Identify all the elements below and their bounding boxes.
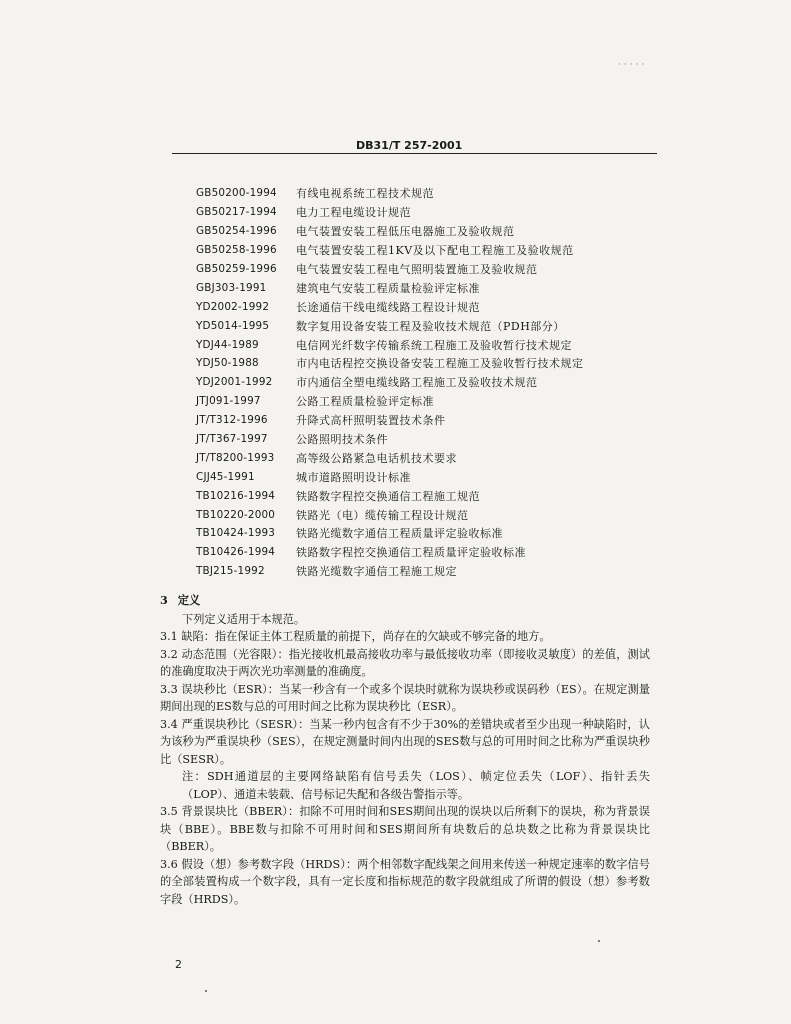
standard-code: JT/T8200-1993 xyxy=(196,451,275,464)
standard-row xyxy=(196,505,656,524)
standard-code-header: DB31/T 257-2001 xyxy=(356,139,463,152)
standard-code: YDJ44-1989 xyxy=(196,338,259,351)
standard-row xyxy=(196,392,656,411)
standard-title: 市内通信全塑电缆线路工程施工及验收技术规范 xyxy=(296,376,538,390)
standard-title: 电力工程电缆设计规范 xyxy=(296,206,411,220)
standard-title: 数字复用设备安装工程及验收技术规范（PDH部分） xyxy=(296,319,565,333)
standard-code: GB50259-1996 xyxy=(196,263,277,275)
definitions-section xyxy=(160,592,650,908)
standard-code: GBJ303-1991 xyxy=(196,281,267,294)
standard-title: 铁路数字程控交换通信工程施工规范 xyxy=(296,489,480,503)
standard-title: 高等级公路紧急电话机技术要求 xyxy=(296,451,457,465)
standard-code: YDJ50-1988 xyxy=(196,357,259,370)
standard-title: 城市道路照明设计标准 xyxy=(296,470,411,484)
standard-title: 电信网光纤数字传输系统工程施工及验收暂行技术规定 xyxy=(296,338,572,352)
standard-row xyxy=(196,241,656,260)
standard-row xyxy=(196,278,656,297)
standard-code: JTJ091-1997 xyxy=(196,395,261,408)
definition-paragraph: 3.1 缺陷：指在保证主体工程质量的前提下，尚存在的欠缺或不够完备的地方。 xyxy=(160,630,551,643)
definition-paragraph: 3.4 严重误块秒比（SESR）：当某一秒内包含有不少于30%的差错块或者至少出现一种缺陷时，认为该秒为严重误块秒（SES），在规定测量时间内出现的SES数与总的可用时间之比称为严重误块秒比（SESR）。 xyxy=(160,717,650,766)
standard-code: CJJ45-1991 xyxy=(196,470,255,483)
standard-row xyxy=(196,184,656,203)
scan-speck xyxy=(598,940,600,942)
scan-mark: ····· xyxy=(618,60,648,70)
standard-row xyxy=(196,430,656,449)
definitions-body xyxy=(160,628,650,908)
standard-row xyxy=(196,467,656,486)
standard-row xyxy=(196,373,656,392)
standard-row xyxy=(196,222,656,241)
standard-title: 公路工程质量检验评定标准 xyxy=(296,395,434,409)
standard-title: 长途通信干线电缆线路工程设计规范 xyxy=(296,300,480,314)
standard-code: GB50217-1994 xyxy=(196,206,277,219)
standard-row xyxy=(196,486,656,505)
standard-row xyxy=(196,260,656,279)
standard-title: 铁路光缆数字通信工程质量评定验收标准 xyxy=(296,527,503,541)
standard-title: 电气装置安装工程1KV及以下配电工程施工及验收规范 xyxy=(296,244,574,258)
standard-title: 铁路数字程控交换通信工程质量评定验收标准 xyxy=(296,546,526,560)
definition-paragraph: 3.5 背景误块比（BBER）：扣除不可用时间和SES期间出现的误块以后所剩下的误块，称为背景误块（BBE）。BBE数与扣除不可用时间和SES期间所有块数后的总块数之比称为背景误块比（BBER）。 xyxy=(160,805,650,853)
standard-code: YD5014-1995 xyxy=(196,319,270,332)
definition-paragraph: 3.3 误块秒比（ESR）：当某一秒含有一个或多个误块时就称为误块秒或误码秒（ES）。在规定测量期间出现的ES数与总的可用时间之比称为误块秒比（ESR）。 xyxy=(160,682,650,713)
section-number: 3 xyxy=(160,593,168,607)
standard-title: 建筑电气安装工程质量检验评定标准 xyxy=(296,281,480,295)
standard-row xyxy=(196,335,656,354)
standard-code: TBJ215-1992 xyxy=(196,565,265,578)
standard-row xyxy=(196,448,656,467)
standard-row xyxy=(196,297,656,316)
standard-code: TB10216-1994 xyxy=(196,489,276,502)
standard-title: 电气装置安装工程低压电器施工及验收规范 xyxy=(296,225,515,239)
page-number: 2 xyxy=(175,958,182,971)
standard-code: TB10424-1993 xyxy=(196,527,276,540)
standard-title: 电气装置安装工程电气照明装置施工及验收规范 xyxy=(296,263,538,276)
standard-title: 铁路光（电）缆传输工程设计规范 xyxy=(296,508,469,522)
section-title: 定义 xyxy=(177,593,201,607)
standard-code: YD2002-1992 xyxy=(196,300,270,313)
standard-title: 升降式高杆照明装置技术条件 xyxy=(296,414,446,428)
standard-title: 有线电视系统工程技术规范 xyxy=(296,187,434,201)
header-divider xyxy=(172,153,657,154)
definition-note: 注：SDH通道层的主要网络缺陷有信号丢失（LOS）、帧定位丢失（LOF）、指针丢失（LOP）、通道未装载、信号标记失配和各级告警指示等。 xyxy=(182,770,650,801)
standard-code: YDJ2001-1992 xyxy=(196,376,273,389)
standard-row xyxy=(196,524,656,543)
standard-code: GB50258-1996 xyxy=(196,244,277,257)
standard-row xyxy=(196,354,656,373)
standard-code: GB50200-1994 xyxy=(196,187,277,200)
standard-row xyxy=(196,316,656,335)
standard-code: JT/T312-1996 xyxy=(196,414,268,427)
section-heading xyxy=(160,592,650,610)
standard-title: 铁路光缆数字通信工程施工规定 xyxy=(296,565,457,579)
standard-row xyxy=(196,562,656,581)
standard-row xyxy=(196,543,656,562)
standard-title: 市内电话程控交换设备安装工程施工及验收暂行技术规定 xyxy=(296,357,584,371)
definition-paragraph: 3.2 动态范围（光容限）：指光接收机最高接收功率与最低接收功率（即接收灵敏度）的差值，测试的准确度取决于两次光功率测量的准确度。 xyxy=(160,647,650,678)
standard-code: JT/T367-1997 xyxy=(196,433,268,446)
standard-title: 公路照明技术条件 xyxy=(296,433,388,447)
standard-row xyxy=(196,203,656,222)
standard-row xyxy=(196,411,656,430)
scan-speck xyxy=(205,990,207,992)
definition-paragraph: 3.6 假设（想）参考数字段（HRDS）：两个相邻数字配线架之间用来传送一种规定速率的数字信号的全部装置构成一个数字段，具有一定长度和指标规范的数字段就组成了所谓的假设（想）参考数字段（HRDS）。 xyxy=(160,857,650,906)
standard-code: GB50254-1996 xyxy=(196,225,277,238)
referenced-standards-list xyxy=(196,184,656,581)
standard-code: TB10220-2000 xyxy=(196,508,276,521)
standard-code: TB10426-1994 xyxy=(196,546,276,559)
section-intro: 下列定义适用于本规范。 xyxy=(182,612,306,626)
